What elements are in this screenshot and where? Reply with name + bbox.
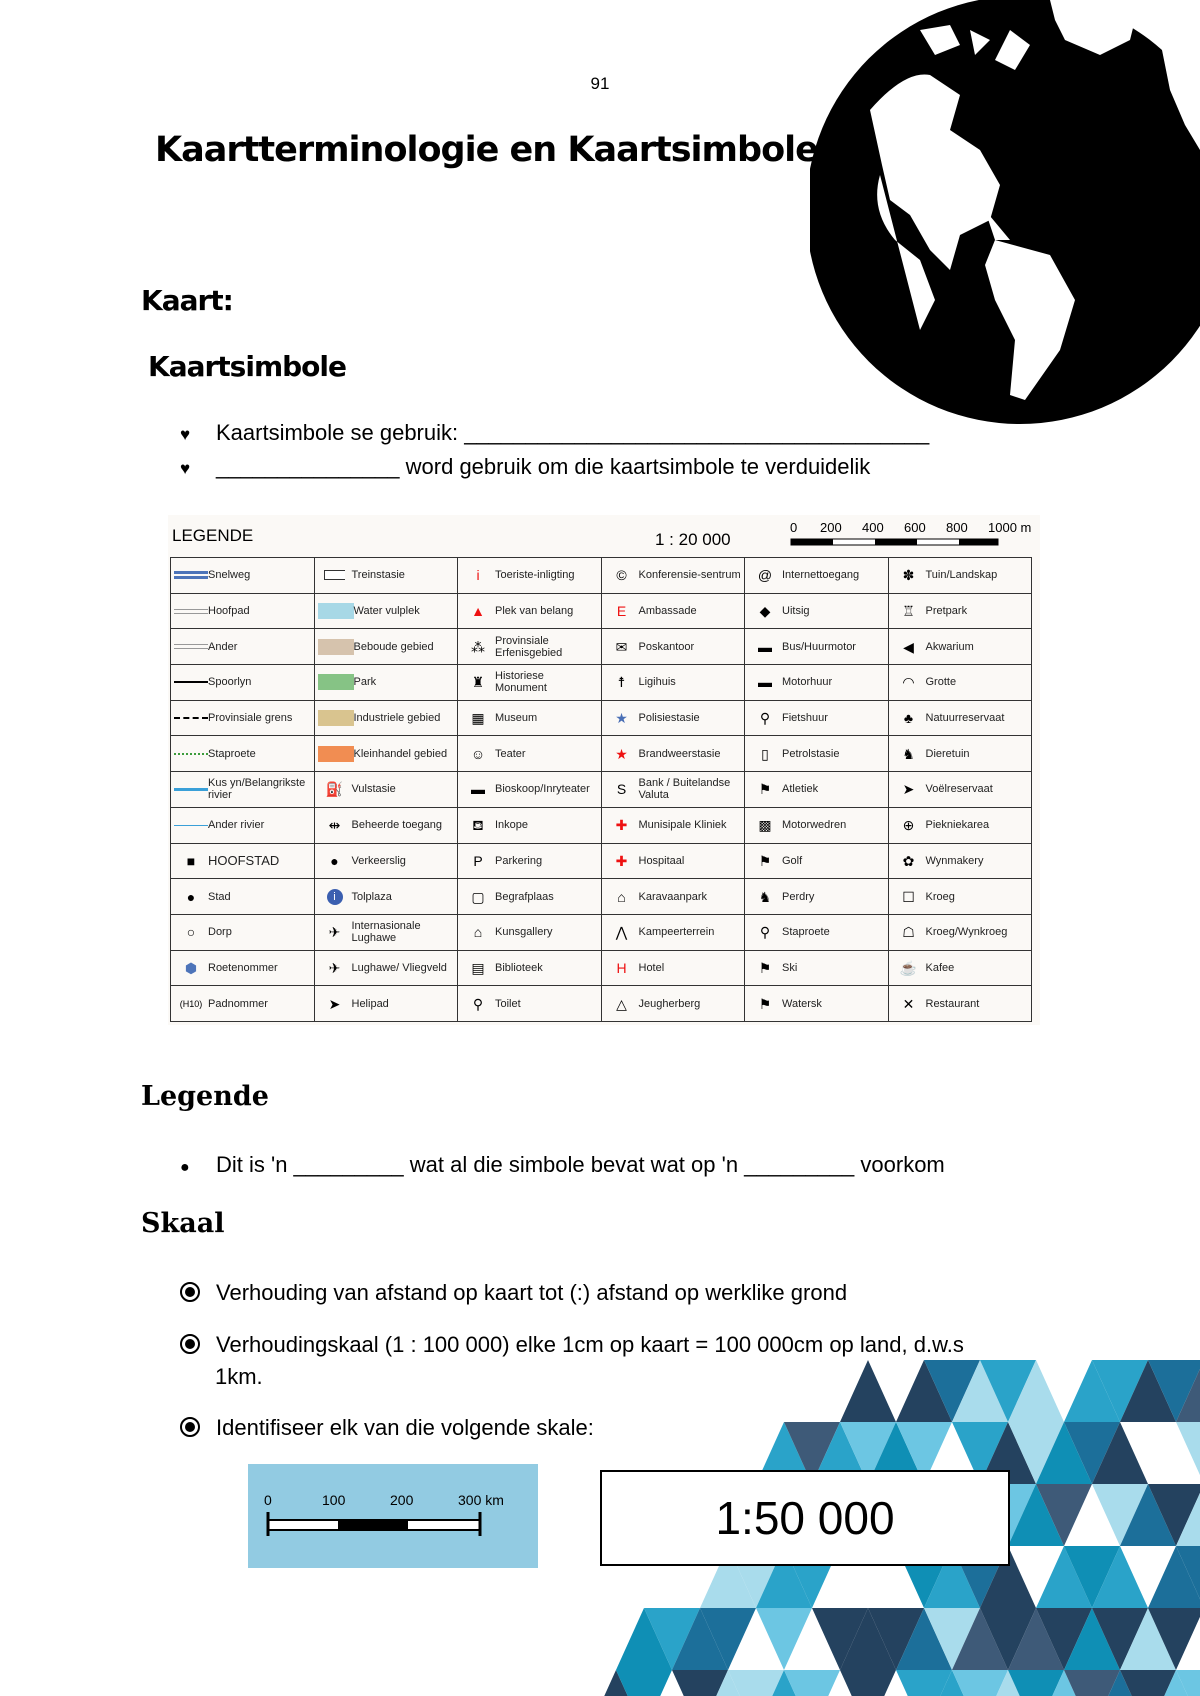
legend-symbol-icon: ☐ [902, 888, 915, 905]
legend-cell [888, 665, 1032, 701]
legend-symbol-icon: ⚑ [758, 852, 772, 869]
dot-bullet-icon: ● [180, 1159, 190, 1176]
legend-symbol-icon: ▲ [471, 603, 485, 620]
legend-cell [601, 772, 745, 808]
scale-tick-label: 0 [790, 520, 798, 535]
legend-label: Atletiek [782, 783, 819, 796]
legend-label: Perdry [782, 890, 815, 903]
legend-symbol-icon: i [476, 567, 480, 584]
legend-label: Ander rivier [208, 819, 265, 832]
legend-label: Munisipale Kliniek [638, 819, 727, 832]
legend-cell [888, 843, 1032, 879]
legend-cell [314, 950, 458, 986]
legend-cell [458, 772, 602, 808]
legend-cell [458, 986, 602, 1022]
legend-symbol-icon: © [616, 567, 627, 584]
legend-symbol-icon: E [616, 603, 627, 620]
legend-cell [745, 558, 889, 594]
legend-symbol-icon: ♖ [902, 603, 915, 620]
legend-cell [601, 879, 745, 915]
legend-label: Kunsgallery [495, 926, 553, 939]
legend-label: Spoorlyn [208, 676, 252, 689]
legend-scale-ratio: 1 : 20 000 [655, 530, 731, 549]
legend-label: Tuin/Landskap [925, 569, 998, 582]
legend-symbol-icon: ▩ [758, 817, 772, 834]
legend-label: Beboude gebied [353, 640, 434, 653]
legend-symbol-icon: ▦ [471, 710, 485, 727]
legend-label: Vulstasie [351, 783, 396, 796]
legend-symbol-icon: @ [757, 567, 773, 584]
legend-symbol-icon: ⛽ [325, 781, 344, 798]
legend-cell [458, 950, 602, 986]
legend-cell [745, 665, 889, 701]
legend-cell [314, 914, 458, 950]
legend-symbol-icon: ▢ [471, 888, 485, 905]
scale-tick-label: 0 [264, 1492, 272, 1508]
legend-label: Ambassade [638, 605, 697, 618]
legend-symbol-icon: ▬ [758, 638, 772, 655]
legend-symbol-icon: P [473, 852, 483, 869]
legend-label: Toeriste-inligting [495, 569, 575, 582]
legend-cell [458, 807, 602, 843]
legend-cell [314, 558, 458, 594]
legend-label: Internasionale Lughawe [351, 920, 421, 945]
legend-cell [601, 700, 745, 736]
legend-label: Jeugherberg [638, 997, 701, 1010]
legend-label: Petrolstasie [782, 747, 840, 760]
legend-cell [888, 593, 1032, 629]
legend-row [171, 629, 1032, 665]
ratio-scale-box [600, 1470, 1010, 1566]
legend-label: Toilet [495, 997, 521, 1010]
legend-cell [458, 736, 602, 772]
legend-symbol-icon: S [616, 781, 627, 798]
legend-label: Kroeg [925, 890, 955, 903]
legend-label: Staproete [208, 747, 256, 760]
scale-tick-label: 400 [862, 520, 884, 535]
legend-symbol-icon: ⚲ [759, 710, 771, 727]
legend-row [171, 772, 1032, 808]
legend-symbol-icon: ✿ [902, 852, 915, 869]
legend-label: Grotte [925, 676, 957, 689]
legend-label: Poskantoor [638, 640, 695, 653]
page-title: Kaartterminologie en Kaartsimbole [155, 130, 818, 170]
legend-symbol-icon [174, 571, 208, 579]
legend-symbol-icon: ☖ [902, 924, 915, 941]
legend-label: HOOFSTAD [208, 852, 280, 868]
legend-label: Hospitaal [638, 854, 685, 867]
legend-cell [171, 950, 315, 986]
legend-cell [888, 879, 1032, 915]
ratio-scale-text: 1:50 000 [715, 1492, 895, 1544]
legend-cell [601, 986, 745, 1022]
legend-figure-title: LEGENDE [172, 526, 254, 545]
legend-label: Tolplaza [351, 890, 392, 903]
triangle-shape [840, 1360, 896, 1422]
legend-cell [171, 736, 315, 772]
legend-row [171, 700, 1032, 736]
legend-label: Bank / Buitelandse Valuta [638, 777, 731, 802]
legend-label: Hotel [638, 961, 665, 974]
legend-label: Restaurant [925, 997, 980, 1010]
skaal-bullet-1: Verhouding van afstand op kaart tot (:) afstand op werklike grond [180, 1280, 847, 1306]
legend-cell [888, 558, 1032, 594]
skaal-bullet-2-continued: 1km. [215, 1364, 263, 1389]
legend-symbol-icon: ⁂ [471, 638, 485, 655]
triangle-shape [756, 1608, 812, 1670]
legend-label: Teater [495, 747, 526, 760]
legend-label: Inkope [495, 819, 529, 832]
legend-cell [458, 629, 602, 665]
legend-label: Wynmakery [925, 854, 984, 867]
scale-tick-label: 1000 m [988, 520, 1032, 535]
legend-row [171, 914, 1032, 950]
legend-symbol-icon: ● [186, 888, 196, 905]
legend-symbol-icon [174, 788, 208, 791]
legend-label: Padnommer [208, 997, 268, 1010]
legend-symbol-icon: ▬ [471, 781, 485, 798]
legend-symbol-icon [174, 825, 208, 826]
legend-label: Akwarium [925, 640, 974, 653]
legend-row [171, 843, 1032, 879]
legend-symbol-icon [174, 644, 208, 649]
legend-cell [171, 593, 315, 629]
skaal-heading: Skaal [141, 1208, 225, 1239]
globe-illustration [810, 0, 1200, 425]
legend-symbol-icon: ⚑ [758, 959, 772, 976]
legend-label: Roetenommer [208, 961, 278, 974]
legend-symbol-icon: ♞ [758, 888, 772, 905]
legend-label: Plek van belang [495, 605, 574, 618]
legend-label: Verkeerslig [351, 854, 406, 867]
legend-cell [314, 879, 458, 915]
legend-label: Parkering [495, 854, 543, 867]
legend-label: Uitsig [782, 605, 810, 618]
kaart-heading: Kaart: [141, 284, 233, 317]
legend-scale-bar [790, 520, 1040, 548]
legend-cell [171, 665, 315, 701]
legend-cell [745, 629, 889, 665]
legend-symbol-icon: ■ [186, 852, 196, 869]
legend-label: Water vulplek [353, 605, 420, 618]
legend-cell [314, 629, 458, 665]
legend-cell [888, 736, 1032, 772]
legend-label: Provinsiale Erfenisgebied [495, 634, 563, 659]
legend-label: Museum [495, 712, 538, 725]
legend-label: Beheerde toegang [351, 819, 443, 832]
legend-cell [171, 807, 315, 843]
legend-cell [601, 807, 745, 843]
legend-symbol-icon [318, 603, 354, 619]
legend-symbol-icon: ⬢ [184, 959, 198, 976]
legend-label: Piekniekarea [925, 819, 990, 832]
scale-tick-label: 100 [322, 1492, 346, 1508]
triangle-shape [1176, 1422, 1200, 1484]
linear-scale-box [248, 1464, 538, 1568]
legend-cell [601, 736, 745, 772]
legend-cell [314, 807, 458, 843]
legend-symbol-icon: ◀ [903, 638, 914, 655]
legend-label: Ski [782, 961, 798, 974]
radio-bullet-icon [180, 1282, 200, 1302]
legend-symbol-icon: ➤ [328, 995, 341, 1012]
legend-label: Kus yn/Belangrikste rivier [208, 777, 306, 802]
legend-symbol-icon: ✕ [902, 995, 915, 1012]
legend-symbol-icon: ⋀ [615, 924, 628, 941]
legend-cell [601, 914, 745, 950]
legend-label: Dorp [208, 926, 232, 939]
legend-label: Natuurreservaat [925, 712, 1005, 725]
legend-cell [888, 986, 1032, 1022]
legend-label: Kroeg/Wynkroeg [925, 926, 1008, 939]
legend-cell [888, 700, 1032, 736]
legend-cell [171, 629, 315, 665]
legend-label: Motorhuur [782, 676, 833, 689]
legend-row [171, 736, 1032, 772]
legend-symbol-icon [174, 753, 208, 755]
legend-label: Bioskoop/Inryteater [495, 783, 590, 796]
legend-label: Konferensie-sentrum [638, 569, 741, 582]
legend-symbol-icon: ✈ [328, 924, 341, 941]
legend-symbol-icon: ✈ [328, 959, 341, 976]
legend-cell [745, 843, 889, 879]
skaal-bullet-3: Identifiseer elk van die volgende skale: [180, 1415, 594, 1441]
legend-symbol-icon [318, 746, 354, 762]
legend-symbol-icon: ★ [615, 710, 628, 727]
legend-label: Snelweg [208, 569, 251, 582]
legend-row [171, 950, 1032, 986]
legend-label: Kleinhandel gebied [353, 747, 448, 760]
legend-cell [745, 593, 889, 629]
legend-label: Fietshuur [782, 712, 828, 725]
heart-bullet-icon: ♥ [180, 459, 191, 478]
legend-cell [314, 772, 458, 808]
legend-label: Golf [782, 854, 803, 867]
legende-heading: Legende [141, 1081, 269, 1112]
legend-label: Industriele gebied [353, 712, 441, 725]
legend-symbol-icon: ○ [186, 924, 196, 941]
skaal-bullet-2: Verhoudingskaal (1 : 100 000) elke 1cm op kaart = 100 000cm op land, d.w.s [180, 1332, 964, 1358]
legend-cell [745, 986, 889, 1022]
legend-symbol-icon: ✽ [902, 567, 915, 584]
legend-label: Provinsiale grens [208, 712, 293, 725]
legend-cell [458, 593, 602, 629]
legend-label: Internettoegang [782, 569, 860, 582]
legend-symbol-icon: ⚲ [759, 924, 771, 941]
legend-label: Kafee [925, 961, 955, 974]
legend-cell [458, 843, 602, 879]
legend-row [171, 986, 1032, 1022]
legend-symbol-icon: ⚑ [758, 781, 772, 798]
legend-symbol-icon: ♣ [903, 710, 914, 727]
legend-symbol-icon: ☕ [899, 959, 918, 976]
legend-cell [458, 914, 602, 950]
legend-symbol-icon: ⌂ [617, 888, 626, 905]
legend-label: Hoofpad [208, 605, 250, 618]
legend-cell [888, 807, 1032, 843]
scale-tick-label: 600 [904, 520, 926, 535]
legend-label: Voëlreservaat [925, 783, 993, 796]
legend-symbol-icon: ⛾ [472, 817, 484, 834]
legend-cell [314, 843, 458, 879]
legend-symbol-icon: ◠ [902, 674, 915, 691]
radio-bullet-icon [180, 1417, 200, 1437]
legend-label: Motorwedren [782, 819, 847, 832]
legend-label: Begrafplaas [495, 890, 554, 903]
legend-cell [171, 772, 315, 808]
legend-cell [314, 736, 458, 772]
legend-cell [314, 986, 458, 1022]
kaartsimbole-bullet-1: ♥ Kaartsimbole se gebruik: ______________________________________ [180, 420, 930, 445]
legend-symbol-icon [318, 570, 352, 580]
legend-cell [314, 700, 458, 736]
legend-symbol-icon: ☺ [470, 745, 486, 762]
legend-cell [888, 629, 1032, 665]
legend-cell [601, 843, 745, 879]
linear-scale-bar-graphic [266, 1512, 486, 1538]
legend-cell [314, 593, 458, 629]
legend-cell [745, 700, 889, 736]
legend-symbol-icon: ⌂ [473, 924, 483, 941]
legend-symbol-icon: ✚ [615, 852, 628, 869]
legend-cell [601, 593, 745, 629]
kaartsimbole-bullet-2: ♥ _______________ word gebruik om die kaartsimbole te verduidelik [180, 454, 871, 479]
legend-symbol-icon [174, 681, 208, 683]
legend-cell [458, 879, 602, 915]
legend-label: Dieretuin [925, 747, 970, 760]
legend-cell [745, 914, 889, 950]
legend-symbol-icon [174, 717, 208, 719]
heart-bullet-icon: ♥ [180, 425, 191, 444]
legend-cell [171, 914, 315, 950]
legend-label: Staproete [782, 926, 830, 939]
legend-cell [745, 950, 889, 986]
scale-tick-label: 200 [390, 1492, 414, 1508]
legend-symbol-icon [318, 710, 354, 726]
legend-cell [171, 879, 315, 915]
legend-cell [601, 950, 745, 986]
legend-symbol-icon: ⚲ [472, 995, 484, 1012]
legend-symbol-icon: ▯ [761, 745, 769, 762]
legend-symbol-icon: ▬ [758, 674, 772, 691]
legend-cell [458, 665, 602, 701]
legend-symbol-icon: ☨ [617, 674, 626, 691]
legend-label: Watersk [782, 997, 822, 1010]
legend-cell [171, 843, 315, 879]
kaartsimbole-heading: Kaartsimbole [148, 350, 346, 383]
page-number: 91 [590, 74, 610, 93]
scale-tick-label: 800 [946, 520, 968, 535]
legend-row [171, 879, 1032, 915]
legend-row [171, 593, 1032, 629]
scale-tick-label: 300 km [458, 1492, 504, 1508]
legend-symbol-icon: ✚ [615, 817, 628, 834]
legend-symbol-icon: △ [616, 995, 627, 1012]
legend-label: Helipad [351, 997, 389, 1010]
legend-row [171, 665, 1032, 701]
legend-cell [601, 629, 745, 665]
legend-label: Ligihuis [638, 676, 676, 689]
legend-cell [171, 986, 315, 1022]
legend-symbol-icon: ◆ [759, 603, 771, 620]
legend-cell [171, 558, 315, 594]
legend-symbol-icon: H [616, 959, 627, 976]
legend-symbol-icon: ● [330, 852, 339, 869]
legend-label: Pretpark [925, 605, 968, 618]
legend-label: Karavaanpark [638, 890, 707, 903]
legend-label: Brandweerstasie [638, 747, 721, 760]
legend-cell [458, 558, 602, 594]
legend-symbol-icon: ➤ [902, 781, 915, 798]
legend-cell [888, 914, 1032, 950]
legend-label: Stad [208, 890, 231, 903]
legend-label: Bus/Huurmotor [782, 640, 856, 653]
legend-label: Ander [208, 640, 238, 653]
legend-symbol-icon: ★ [615, 745, 628, 762]
radio-bullet-icon [180, 1334, 200, 1354]
scale-tick-label: 200 [820, 520, 842, 535]
legend-cell [314, 665, 458, 701]
legend-cell [601, 558, 745, 594]
legend-symbol-icon [174, 609, 208, 614]
legende-bullet: ● Dit is 'n _________ wat al die simbole bevat wat op 'n _________ voorkom [180, 1152, 945, 1177]
legend-scale-bar-graphic [790, 538, 1000, 548]
legend-symbol-icon: ✉ [615, 638, 628, 655]
legend-cell [745, 879, 889, 915]
legend-label: Polisiestasie [638, 712, 700, 725]
legend-cell [745, 807, 889, 843]
legend-symbol-icon: ⊕ [902, 817, 915, 834]
legend-label: Kampeerterrein [638, 926, 715, 939]
legend-label: Historiese Monument [495, 670, 547, 695]
legend-cell [745, 772, 889, 808]
legend-cell [888, 772, 1032, 808]
legend-symbol-icon: (H10) [179, 998, 203, 1009]
legend-table [170, 557, 1032, 1022]
legend-cell [888, 950, 1032, 986]
legend-symbol-icon: i [327, 889, 343, 905]
legend-cell [601, 665, 745, 701]
triangle-shape [840, 1670, 896, 1696]
legend-cell [458, 700, 602, 736]
legend-label: Lughawe/ Vliegveld [351, 961, 447, 974]
legend-symbol-icon: ♜ [471, 674, 485, 691]
legend-label: Biblioteek [495, 961, 543, 974]
legend-row [171, 558, 1032, 594]
legend-label: Treinstasie [351, 569, 405, 582]
legend-symbol-icon: ♞ [902, 745, 915, 762]
legend-symbol-icon: ⇹ [328, 817, 341, 834]
legend-label: Park [353, 676, 377, 689]
legend-symbol-icon [318, 639, 354, 655]
legend-symbol-icon: ⚑ [758, 995, 772, 1012]
legend-symbol-icon: ▤ [471, 959, 485, 976]
legend-row [171, 807, 1032, 843]
legend-cell [171, 700, 315, 736]
legend-symbol-icon [318, 674, 354, 690]
legend-cell [745, 736, 889, 772]
